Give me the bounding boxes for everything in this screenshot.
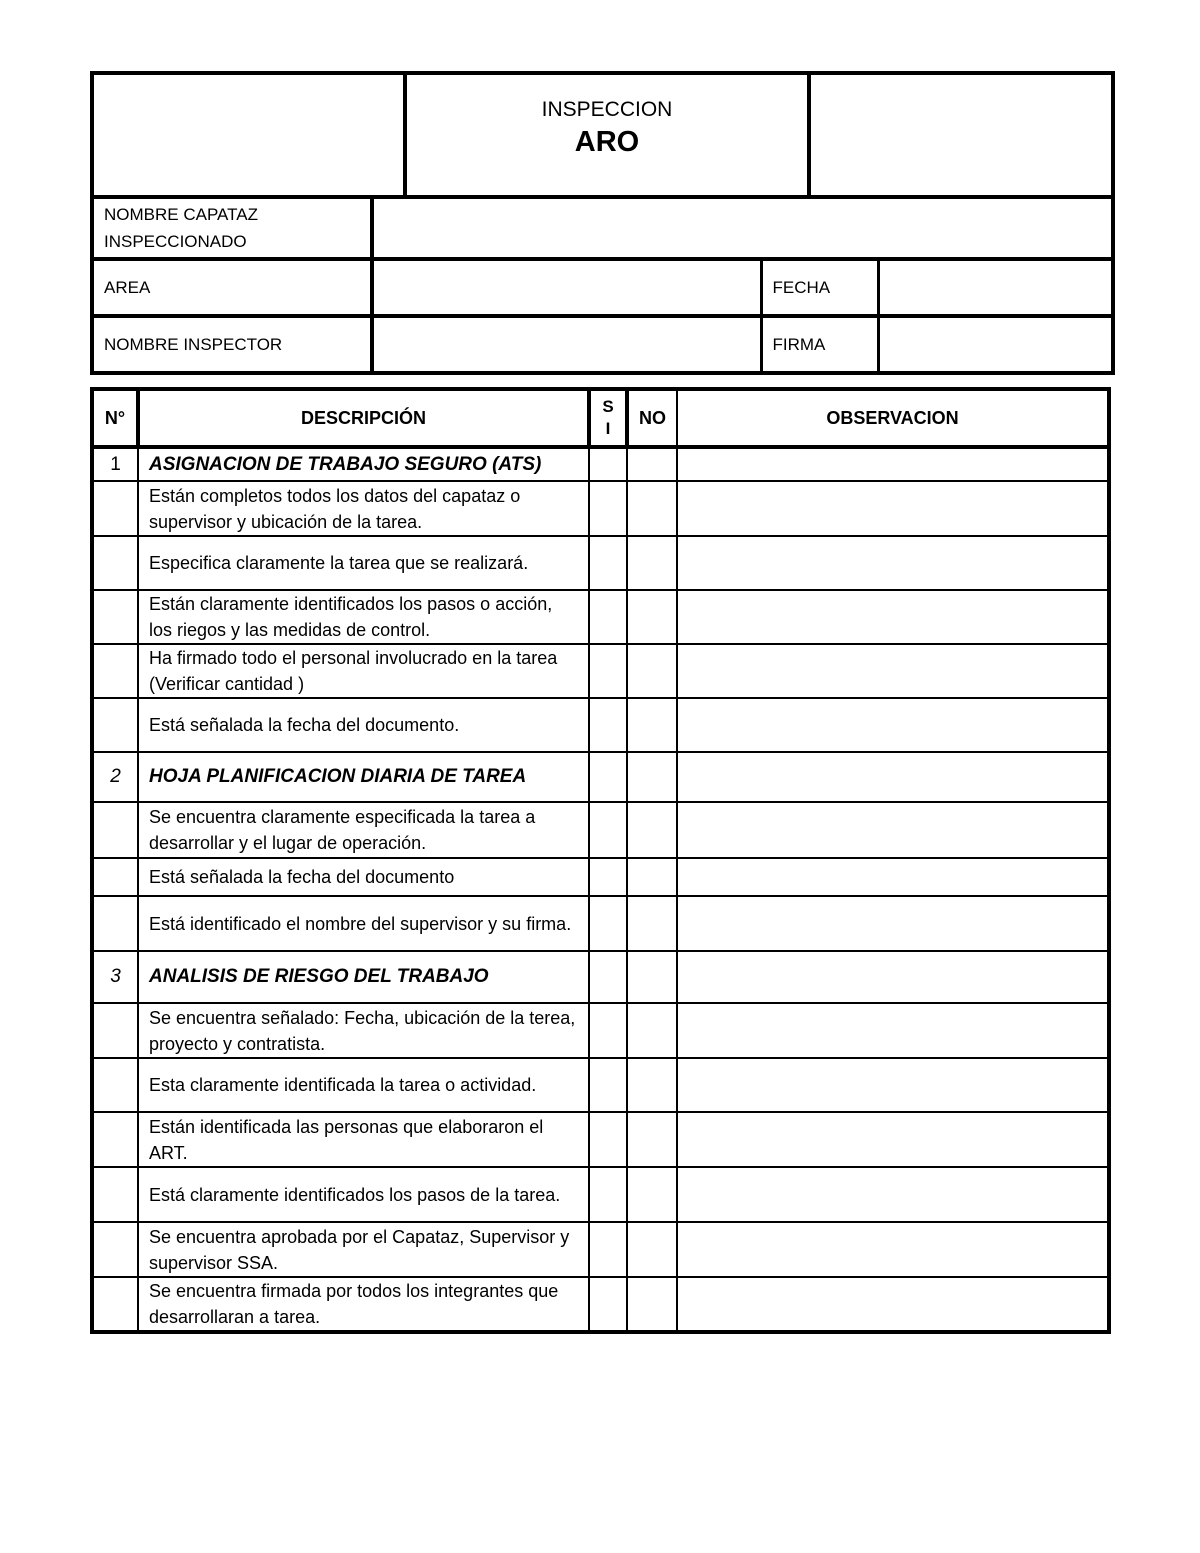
si-cell[interactable] <box>589 447 627 481</box>
capataz-label: NOMBRE CAPATAZ INSPECCIONADO <box>92 197 372 259</box>
inspector-row <box>374 318 1111 371</box>
item-text: Están claramente identificados los pasos o acción, los riegos y las medidas de control. <box>138 590 589 644</box>
col-header-num: N° <box>92 389 138 447</box>
item-text: Está identificado el nombre del supervisor y su firma. <box>138 896 589 951</box>
col-header-no: NO <box>627 389 677 447</box>
obs-cell[interactable] <box>677 536 1109 590</box>
obs-cell[interactable] <box>677 1112 1109 1167</box>
si-cell[interactable] <box>589 896 627 951</box>
code-box <box>809 73 1113 197</box>
firma-field[interactable] <box>878 318 1111 371</box>
si-cell[interactable] <box>589 1112 627 1167</box>
obs-cell[interactable] <box>677 1058 1109 1112</box>
section-row <box>92 951 1109 1003</box>
no-cell[interactable] <box>627 752 677 802</box>
item-text: Esta claramente identificada la tarea o actividad. <box>138 1058 589 1112</box>
no-cell[interactable] <box>627 1277 677 1332</box>
capataz-field[interactable] <box>372 197 1113 259</box>
obs-cell[interactable] <box>677 590 1109 644</box>
item-text: Ha firmado todo el personal involucrado en la tarea (Verificar cantidad ) <box>138 644 589 698</box>
table-row <box>92 1222 1109 1277</box>
si-cell[interactable] <box>589 481 627 536</box>
si-cell[interactable] <box>589 1167 627 1222</box>
no-cell[interactable] <box>627 644 677 698</box>
no-cell[interactable] <box>627 536 677 590</box>
inspector-field[interactable] <box>374 318 761 371</box>
no-cell[interactable] <box>627 951 677 1003</box>
no-cell[interactable] <box>627 896 677 951</box>
logo-box <box>92 73 405 197</box>
no-cell[interactable] <box>627 1003 677 1058</box>
si-cell[interactable] <box>589 1003 627 1058</box>
obs-cell[interactable] <box>677 802 1109 858</box>
si-cell[interactable] <box>589 536 627 590</box>
header-form <box>90 71 1115 375</box>
table-row <box>92 802 1109 858</box>
si-cell[interactable] <box>589 802 627 858</box>
table-row <box>92 1058 1109 1112</box>
checklist-table <box>90 387 1111 1334</box>
obs-cell[interactable] <box>677 858 1109 896</box>
area-label: AREA <box>92 259 372 316</box>
col-header-si-2: I <box>605 419 611 438</box>
si-cell[interactable] <box>589 590 627 644</box>
obs-cell[interactable] <box>677 752 1109 802</box>
no-cell[interactable] <box>627 1058 677 1112</box>
item-text: Se encuentra aprobada por el Capataz, Supervisor y supervisor SSA. <box>138 1222 589 1277</box>
item-text: Se encuentra señalado: Fecha, ubicación de la terea, proyecto y contratista. <box>138 1003 589 1058</box>
section-row <box>92 752 1109 802</box>
area-field[interactable] <box>374 261 761 314</box>
no-cell[interactable] <box>627 1167 677 1222</box>
col-header-desc: DESCRIPCIÓN <box>138 389 589 447</box>
inspector-label: NOMBRE INSPECTOR <box>92 316 372 373</box>
obs-cell[interactable] <box>677 481 1109 536</box>
obs-cell[interactable] <box>677 1167 1109 1222</box>
obs-cell[interactable] <box>677 447 1109 481</box>
section-number: 1 <box>92 447 138 481</box>
obs-cell[interactable] <box>677 1277 1109 1332</box>
col-header-si-1: S <box>602 397 614 416</box>
fecha-field[interactable] <box>878 261 1111 314</box>
obs-cell[interactable] <box>677 1222 1109 1277</box>
no-cell[interactable] <box>627 1222 677 1277</box>
table-row <box>92 1003 1109 1058</box>
table-row <box>92 1277 1109 1332</box>
si-cell[interactable] <box>589 1058 627 1112</box>
section-title: HOJA PLANIFICACION DIARIA DE TAREA <box>138 752 589 802</box>
table-row <box>92 698 1109 752</box>
no-cell[interactable] <box>627 481 677 536</box>
no-cell[interactable] <box>627 1112 677 1167</box>
item-text: Se encuentra firmada por todos los integrantes que desarrollaran a tarea. <box>138 1277 589 1332</box>
no-cell[interactable] <box>627 698 677 752</box>
item-text: Está claramente identificados los pasos de la tarea. <box>138 1167 589 1222</box>
item-text: Está señalada la fecha del documento <box>138 858 589 896</box>
table-row <box>92 590 1109 644</box>
si-cell[interactable] <box>589 752 627 802</box>
col-header-obs: OBSERVACION <box>677 389 1109 447</box>
table-row <box>92 536 1109 590</box>
document-title <box>405 73 809 197</box>
title-big: ARO <box>574 125 640 158</box>
section-title: ASIGNACION DE TRABAJO SEGURO (ATS) <box>138 447 589 481</box>
obs-cell[interactable] <box>677 698 1109 752</box>
obs-cell[interactable] <box>677 644 1109 698</box>
obs-cell[interactable] <box>677 951 1109 1003</box>
table-row <box>92 1167 1109 1222</box>
item-text: Están completos todos los datos del capataz o supervisor y ubicación de la tarea. <box>138 481 589 536</box>
no-cell[interactable] <box>627 858 677 896</box>
obs-cell[interactable] <box>677 896 1109 951</box>
si-cell[interactable] <box>589 858 627 896</box>
item-text: Está señalada la fecha del documento. <box>138 698 589 752</box>
no-cell[interactable] <box>627 590 677 644</box>
area-row <box>374 261 1111 314</box>
si-cell[interactable] <box>589 698 627 752</box>
fecha-label: FECHA <box>761 261 878 314</box>
no-cell[interactable] <box>627 447 677 481</box>
si-cell[interactable] <box>589 1277 627 1332</box>
obs-cell[interactable] <box>677 1003 1109 1058</box>
title-small: INSPECCION <box>541 97 673 121</box>
item-text: Se encuentra claramente especificada la tarea a desarrollar y el lugar de operación. <box>138 802 589 858</box>
table-row <box>92 858 1109 896</box>
item-text: Especifica claramente la tarea que se realizará. <box>138 536 589 590</box>
no-cell[interactable] <box>627 802 677 858</box>
section-row <box>92 447 1109 481</box>
col-header-si <box>589 389 627 447</box>
table-row <box>92 481 1109 536</box>
table-row <box>92 644 1109 698</box>
table-row <box>92 1112 1109 1167</box>
section-number: 2 <box>92 752 138 802</box>
item-text: Están identificada las personas que elaboraron el ART. <box>138 1112 589 1167</box>
si-cell[interactable] <box>589 1222 627 1277</box>
section-number: 3 <box>92 951 138 1003</box>
si-cell[interactable] <box>589 644 627 698</box>
si-cell[interactable] <box>589 951 627 1003</box>
table-row <box>92 896 1109 951</box>
section-title: ANALISIS DE RIESGO DEL TRABAJO <box>138 951 589 1003</box>
firma-label: FIRMA <box>761 318 878 371</box>
